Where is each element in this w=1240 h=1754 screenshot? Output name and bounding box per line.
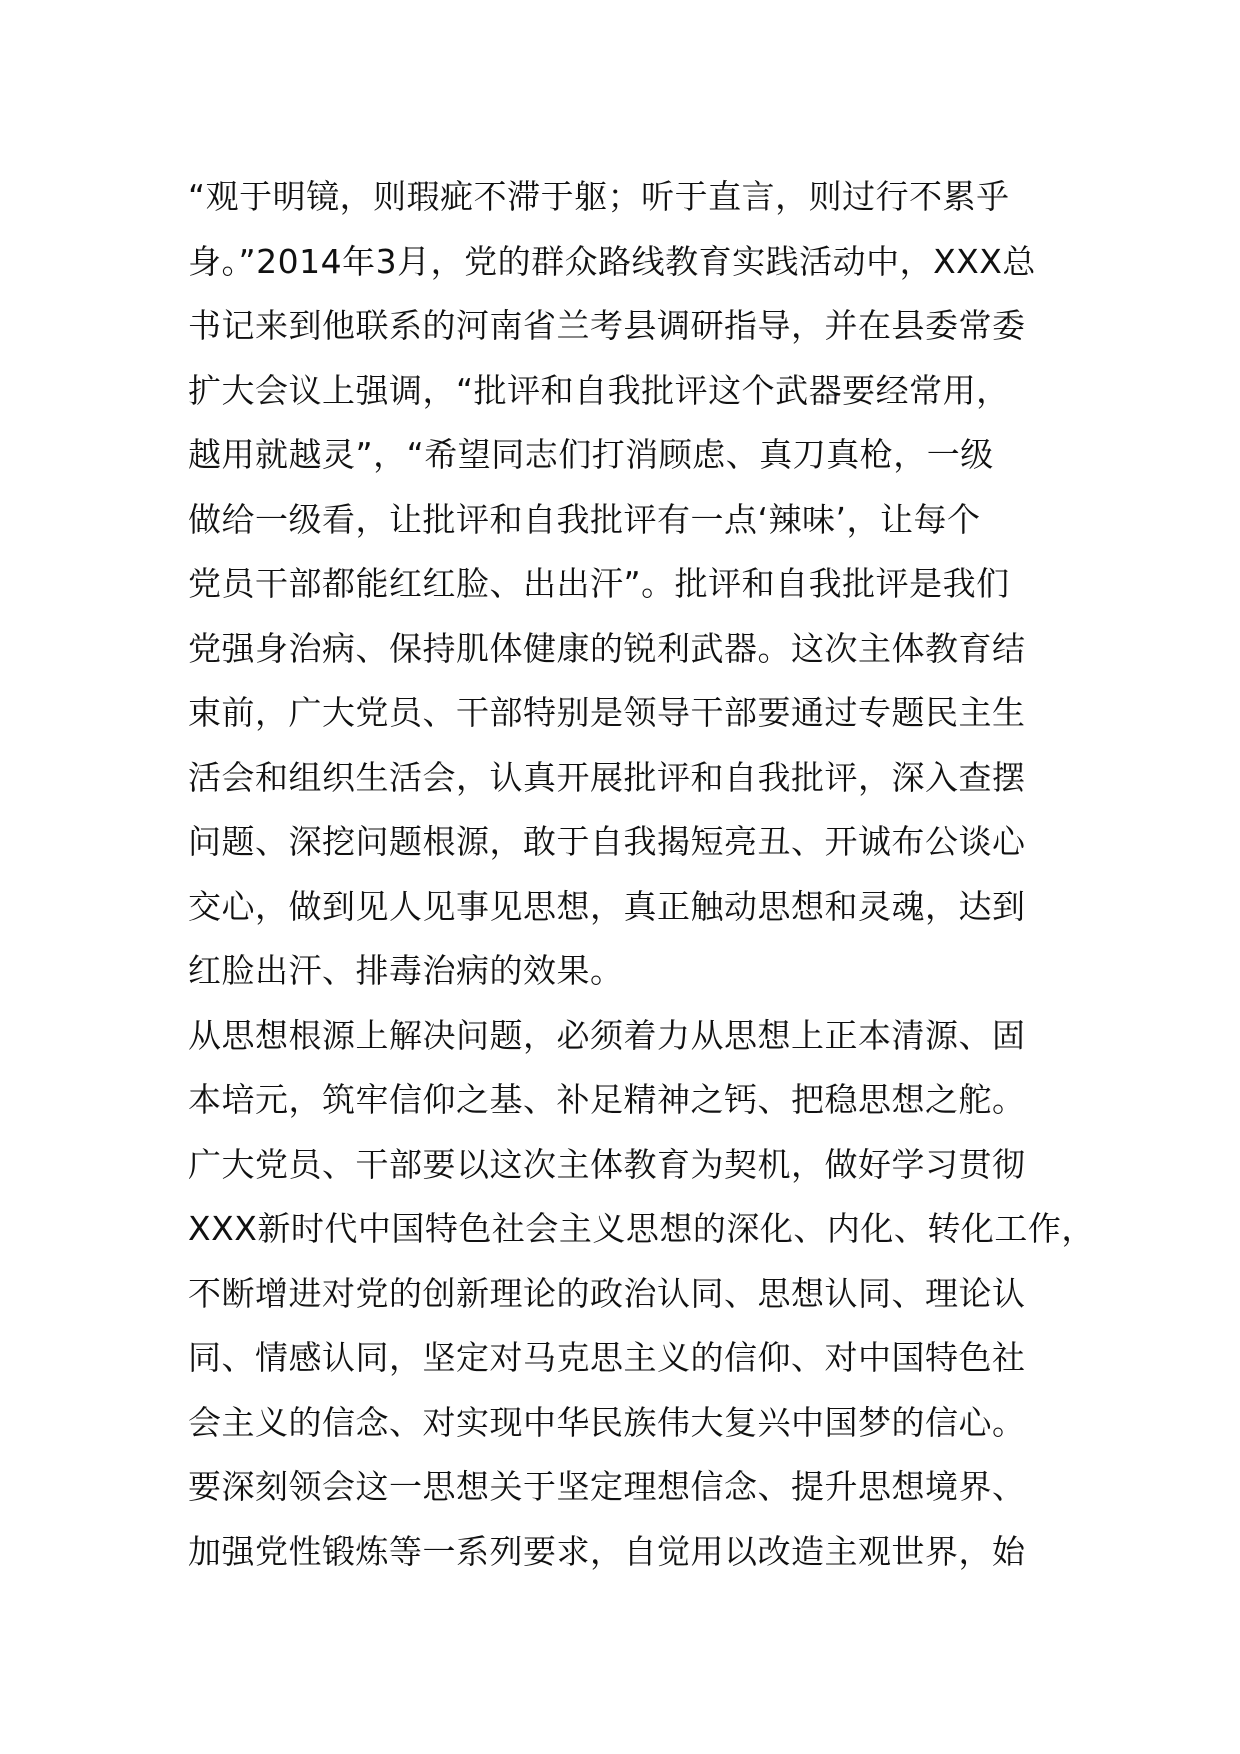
text-line: 红脸出汗、排毒治病的效果。 <box>188 951 624 990</box>
text-line: 问题、深挖问题根源，敢于自我揭短亮丑、开诚布公谈心 <box>188 822 1026 861</box>
text-line: 身。”2014年3月，党的群众路线教育实践活动中，XXX总 <box>188 241 1036 281</box>
text-line: 广大党员、干部要以这次主体教育为契机，做好学习贯彻 <box>188 1144 1026 1184</box>
text-line: 同、情感认同，坚定对马克思主义的信仰、对中国特色社 <box>188 1338 1026 1377</box>
text-line: 党员干部都能红红脸、出出汗”。批评和自我批评是我们 <box>188 564 1010 603</box>
text-line: 不断增进对党的创新理论的政治认同、思想认同、理论认 <box>188 1273 1026 1313</box>
text-line: 要深刻领会这一思想关于坚定理想信念、提升思想境界、 <box>188 1467 1026 1506</box>
text-line: 会主义的信念、对实现中华民族伟大复兴中国梦的信心。 <box>188 1402 1026 1442</box>
text-line: 交心，做到见人见事见思想，真正触动思想和灵魂，达到 <box>188 886 1026 926</box>
text-line: 越用就越灵”，“希望同志们打消顾虑、真刀真枪，一级 <box>188 435 994 474</box>
text-line: 束前，广大党员、干部特别是领导干部要通过专题民主生 <box>188 693 1026 732</box>
text-line: 做给一级看，让批评和自我批评有一点‘辣味’，让每个 <box>188 499 981 539</box>
text-line: 本培元，筑牢信仰之基、补足精神之钙、把稳思想之舵。 <box>188 1080 1026 1119</box>
text-line: 从思想根源上解决问题，必须着力从思想上正本清源、固 <box>188 1015 1026 1055</box>
text-line: 书记来到他联系的河南省兰考县调研指导，并在县委常委 <box>188 306 1026 345</box>
text-line: 加强党性锻炼等一系列要求，自觉用以改造主观世界，始 <box>188 1531 1026 1571</box>
text-line: 党强身治病、保持肌体健康的锐利武器。这次主体教育结 <box>188 628 1026 668</box>
text-line: 活会和组织生活会，认真开展批评和自我批评，深入查摆 <box>188 757 1026 797</box>
text-line: “观于明镜，则瑕疵不滞于躯；听于直言，则过行不累乎 <box>188 177 1010 216</box>
text-line: XXX新时代中国特色社会主义思想的深化、内化、转化工作， <box>188 1209 1095 1248</box>
body-text <box>188 165 1095 1584</box>
text-line: 扩大会议上强调，“批评和自我批评这个武器要经常用， <box>188 370 1010 410</box>
